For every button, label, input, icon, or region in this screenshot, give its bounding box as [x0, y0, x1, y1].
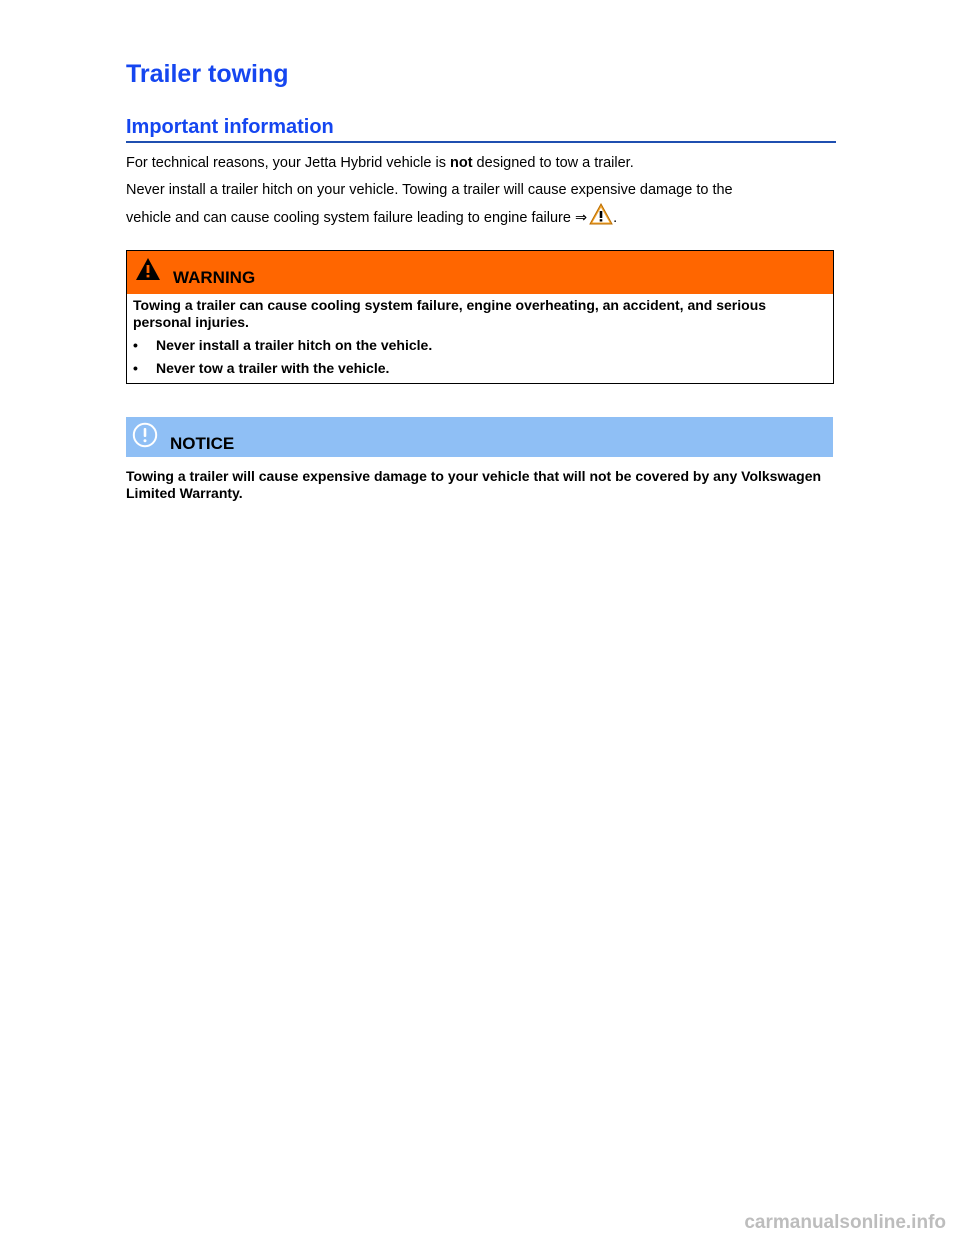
paragraph-text: designed to tow a trailer. — [472, 155, 634, 171]
paragraph-emphasis: not — [449, 155, 473, 171]
notice-box — [126, 417, 833, 457]
notice-text: Towing a trailer will cause expensive damage to your vehicle that will not be covered by any Volkswagen Limited Warranty. — [126, 468, 822, 501]
warning-heading: WARNING — [173, 268, 256, 287]
warning-body — [133, 297, 823, 383]
warning-box — [126, 250, 834, 384]
notice-heading: NOTICE — [170, 434, 235, 453]
paragraph-hitch-line2 — [126, 203, 617, 231]
warning-header — [127, 251, 833, 294]
paragraph-text: . — [613, 210, 618, 226]
warning-intro: Towing a trailer can cause cooling system failure, engine overheating, an accident, and serious personal injuries. — [133, 297, 767, 330]
warning-triangle-icon[interactable] — [589, 203, 613, 225]
section-heading: Important information — [126, 114, 836, 143]
paragraph-hitch-line1: Never install a trailer hitch on your vehicle. Towing a trailer will cause expensive damage to the — [126, 182, 733, 198]
watermark-text: carmanualsonline.info — [744, 1212, 946, 1233]
warning-bullet: • Never tow a trailer with the vehicle. — [133, 360, 823, 377]
paragraph-text: vehicle and can cause cooling system failure leading to engine failure ⇒ — [126, 210, 588, 226]
paragraph-tech-reasons — [126, 150, 634, 176]
warning-triangle-icon — [135, 256, 161, 282]
warning-bullet: • Never install a trailer hitch on the vehicle. — [133, 337, 823, 354]
exclamation-circle-icon — [132, 422, 158, 448]
paragraph-text: For technical reasons, your Jetta Hybrid vehicle is — [126, 155, 450, 171]
page-title: Trailer towing — [126, 60, 289, 88]
